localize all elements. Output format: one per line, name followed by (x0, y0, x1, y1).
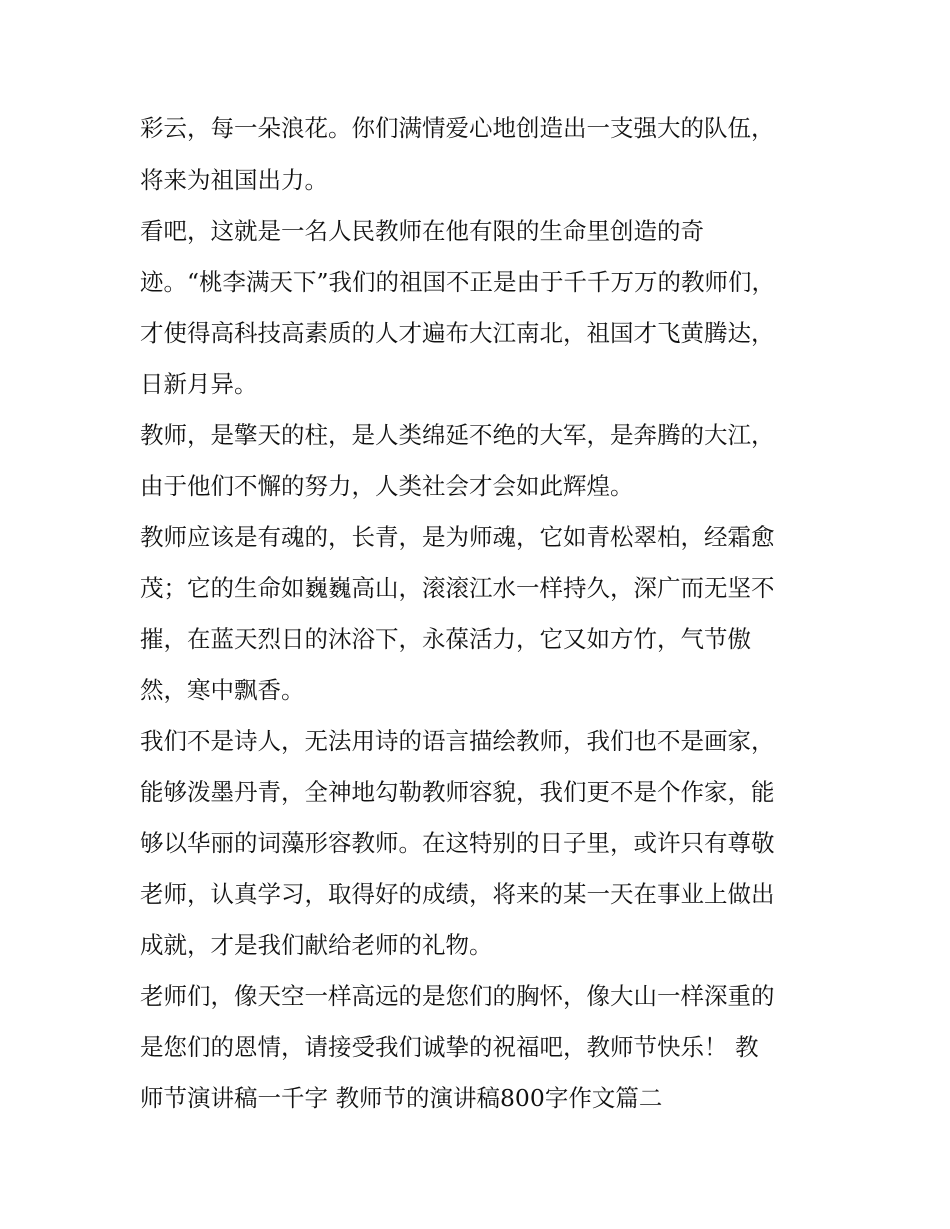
text-line: 将来为祖国出力。 (140, 166, 328, 194)
text-line: 看吧，这就是一名人民教师在他有限的生命里创造的奇 (140, 217, 704, 245)
text-line: 摧，在蓝天烈日的沐浴下，永葆活力，它又如方竹，气节傲 (140, 625, 751, 653)
text-line: 成就，才是我们献给老师的礼物。 (140, 931, 493, 959)
text-line: 能够泼墨丹青，全神地勾勒教师容貌，我们更不是个作家，能 (140, 778, 775, 806)
text-line: 是您们的恩情，请接受我们诚挚的祝福吧，教师节快乐！ 教 (140, 1033, 759, 1061)
text-line: 老师们，像天空一样高远的是您们的胸怀，像大山一样深重的 (140, 982, 775, 1010)
text-line: 由于他们不懈的努力，人类社会才会如此辉煌。 (140, 472, 634, 500)
text-line: 才使得高科技高素质的人才遍布大江南北，祖国才飞黄腾达， (140, 319, 775, 347)
text-line: 老师，认真学习，取得好的成绩，将来的某一天在事业上做出 (140, 880, 775, 908)
text-line: 我们不是诗人，无法用诗的语言描绘教师，我们也不是画家， (140, 727, 775, 755)
text-line: 茂；它的生命如巍巍高山，滚滚江水一样持久，深广而无坚不 (140, 574, 775, 602)
text-line: 教师，是擎天的柱，是人类绵延不绝的大军，是奔腾的大江， (140, 421, 775, 449)
text-line: 教师应该是有魂的，长青，是为师魂，它如青松翠柏，经霜愈 (140, 523, 775, 551)
text-line: 够以华丽的词藻形容教师。在这特别的日子里，或许只有尊敬 (140, 829, 775, 857)
text-line: 彩云，每一朵浪花。你们满情爱心地创造出一支强大的队伍， (140, 114, 775, 142)
text-line: 然，寒中飘香。 (140, 676, 305, 704)
text-line: 迹。“桃李满天下”我们的祖国不正是由于千千万万的教师们， (140, 268, 776, 296)
text-line: 日新月异。 (140, 370, 258, 398)
text-line: 师节演讲稿一千字 教师节的演讲稿800字作文篇二 (140, 1084, 663, 1112)
